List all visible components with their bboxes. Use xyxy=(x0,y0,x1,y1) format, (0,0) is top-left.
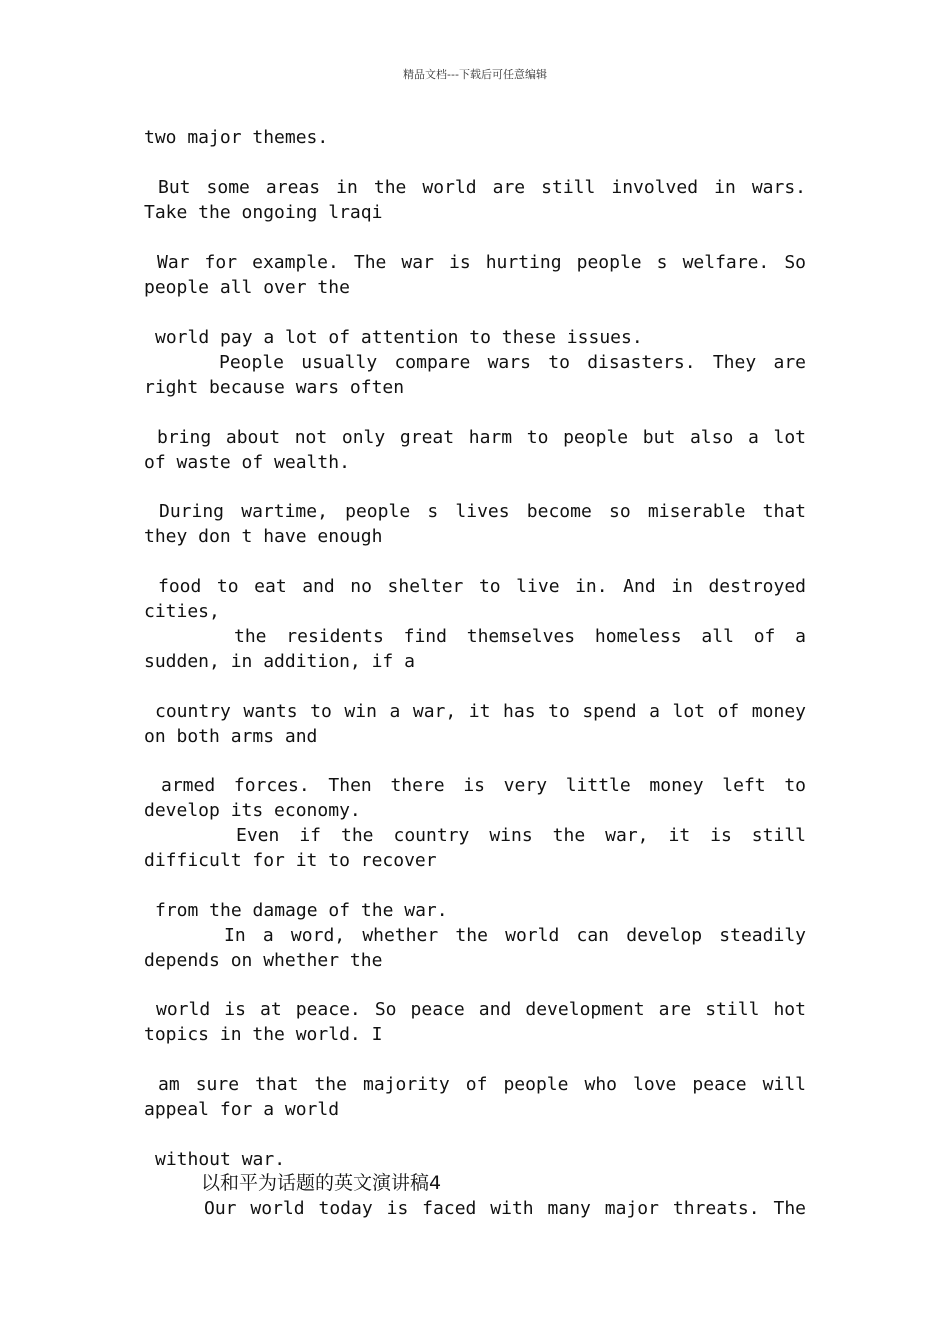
text-line: right because wars often xyxy=(144,377,405,398)
text-line: people all over the xyxy=(144,277,350,298)
text-line: of waste of wealth. xyxy=(144,452,350,473)
text-line: Our world today is faced with many major threats. The xyxy=(204,1198,806,1219)
text-line: country wants to win a war, it has to spend a lot of money xyxy=(155,701,806,722)
text-line: War for example. The war is hurting people s welfare. So xyxy=(157,252,806,273)
text-line: But some areas in the world are still involved in wars. xyxy=(158,177,806,198)
text-line: am sure that the majority of people who love peace will xyxy=(158,1074,806,1095)
page-header: 精品文档---下载后可任意编辑 xyxy=(403,68,547,81)
text-line: without war. xyxy=(155,1149,286,1170)
text-line: topics in the world. I xyxy=(144,1024,383,1045)
text-line: In a word, whether the world can develop steadily xyxy=(224,925,806,946)
text-line: world is at peace. So peace and development are still hot xyxy=(156,999,806,1020)
text-line: they don t have enough xyxy=(144,526,383,547)
text-line: Even if the country wins the war, it is still xyxy=(236,825,806,846)
text-line: from the damage of the war. xyxy=(155,900,448,921)
text-line: on both arms and xyxy=(144,726,318,747)
text-line: develop its economy. xyxy=(144,800,361,821)
text-line: two major themes. xyxy=(144,127,329,148)
text-line: world pay a lot of attention to these issues. xyxy=(155,327,643,348)
text-line: appeal for a world xyxy=(144,1099,340,1120)
text-line: food to eat and no shelter to live in. And in destroyed xyxy=(158,576,806,597)
text-line: Take the ongoing lraqi xyxy=(144,202,383,223)
text-line: sudden, in addition, if a xyxy=(144,651,415,672)
text-line: depends on whether the xyxy=(144,950,383,971)
text-line: During wartime, people s lives become so miserable that xyxy=(159,501,806,522)
text-line: the residents find themselves homeless all of a xyxy=(234,626,806,647)
text-line: cities, xyxy=(144,601,220,622)
section-heading: 以和平为话题的英文演讲稿4 xyxy=(201,1172,442,1194)
text-line: bring about not only great harm to people but also a lot xyxy=(157,427,806,448)
text-line: armed forces. Then there is very little money left to xyxy=(161,775,806,796)
text-line: People usually compare wars to disasters. They are xyxy=(219,352,806,373)
text-line: difficult for it to recover xyxy=(144,850,437,871)
